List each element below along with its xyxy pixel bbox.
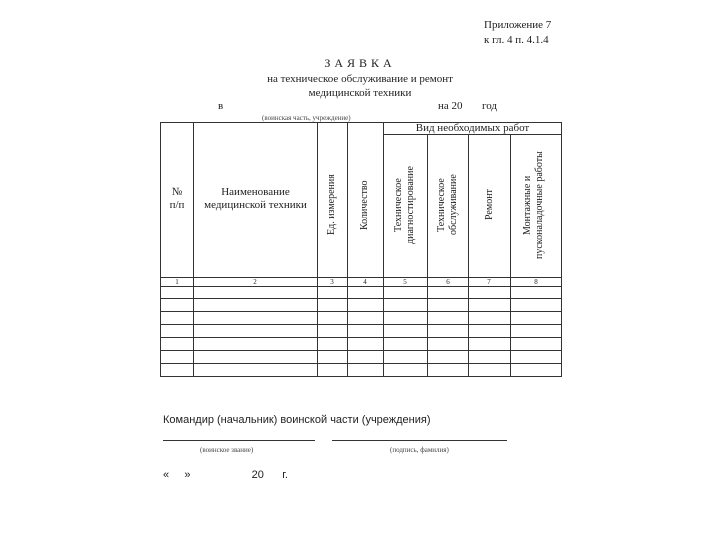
col-header-unit: Ед. измерения [326,174,337,236]
col-number-1: 1 [175,278,179,286]
col-header-service: Техническое обслуживание [436,174,459,236]
col-header-diag: Техническое диагностирование [393,166,416,244]
col-header-qty: Количество [359,180,370,230]
period-suffix: год [482,100,498,112]
document-title: ЗАЯВКА [324,56,396,70]
commander-label: Командир (начальник) воинской части (учреждения) [163,414,431,426]
period-year: на 20 [438,100,463,112]
col-number-8: 8 [534,278,538,286]
table-row [160,337,562,338]
col-header-install: Монтажные и пусконаладочные работы [522,151,545,259]
signature-line-right [332,440,507,441]
table-row [160,350,562,351]
signature-line-left [163,440,315,441]
col-header-name: Наименование медицинской техники [204,186,307,211]
date-line: « » 20 г. [163,469,288,481]
table-row [160,298,562,299]
document-subtitle-2: медицинской техники [308,87,412,99]
document-subtitle-1: на техническое обслуживание и ремонт [267,73,453,85]
signature-caption: (подпись, фамилия) [390,446,449,454]
col-header-no: № п/п [169,186,185,211]
col-number-6: 6 [446,278,450,286]
group-header: Вид необходимых работ [415,122,530,134]
appendix-line-1: Приложение 7 [484,19,552,31]
col-number-4: 4 [363,278,367,286]
appendix-line-2: к гл. 4 п. 4.1.4 [484,34,549,46]
col-header-repair: Ремонт [484,189,495,221]
col-number-7: 7 [487,278,491,286]
period-prefix: в [218,100,224,112]
col-number-5: 5 [403,278,407,286]
period-caption: (воинская часть, учреждение) [262,114,351,122]
rank-caption: (воинское звание) [200,446,254,454]
table-row [160,363,562,364]
table-row [160,311,562,312]
col-number-3: 3 [330,278,334,286]
table-row [160,324,562,325]
col-number-2: 2 [253,278,257,286]
